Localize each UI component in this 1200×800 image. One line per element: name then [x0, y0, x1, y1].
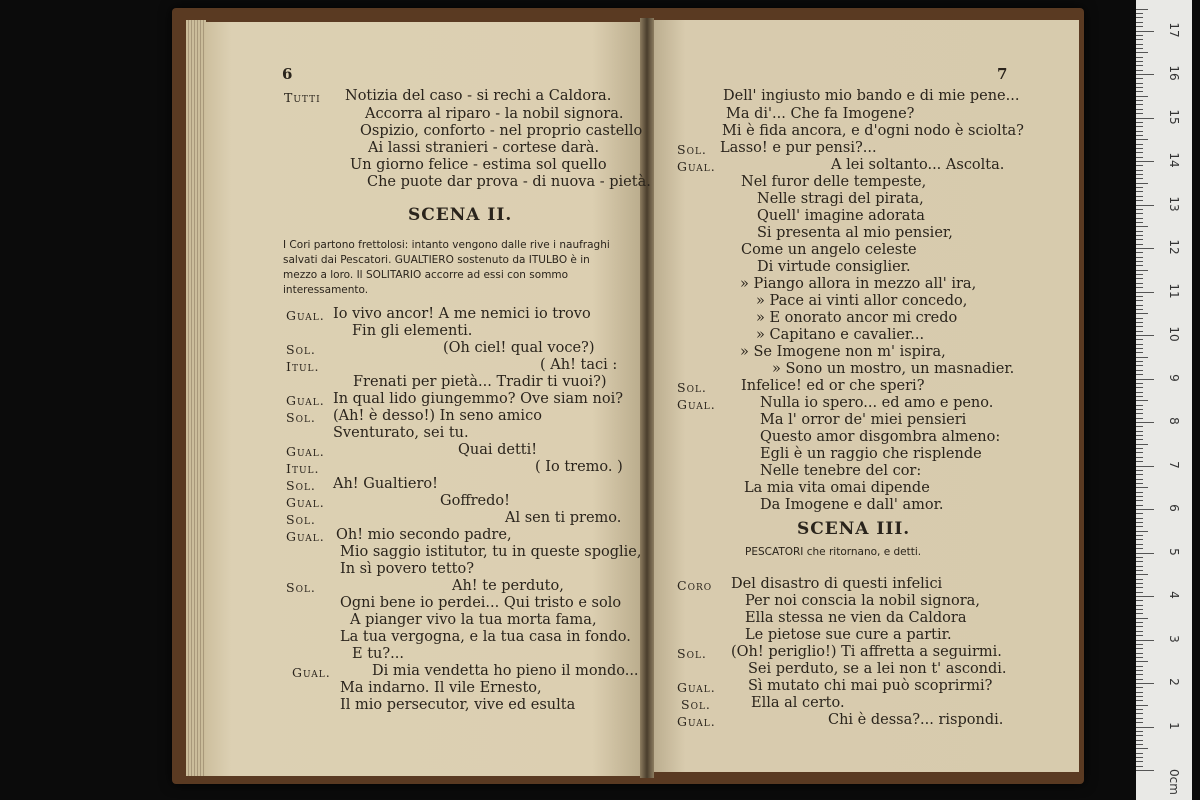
ruler-tick [1136, 644, 1143, 645]
ruler-tick [1136, 374, 1143, 375]
dialogue-line: ( Io tremo. ) [535, 459, 623, 475]
verse-line: Nelle tenebre del cor: [760, 463, 922, 479]
ruler-tick [1136, 300, 1143, 301]
ruler-tick [1136, 70, 1143, 71]
dialogue-line: Le pietose sue cure a partir. [745, 627, 952, 643]
verse-line: » Pace ai vinti allor concedo, [756, 293, 968, 309]
ruler-tick [1136, 78, 1143, 79]
ruler-label: 6 [1167, 504, 1181, 512]
ruler-tick [1136, 318, 1143, 319]
ruler-tick [1136, 687, 1143, 688]
ruler-tick [1136, 713, 1143, 714]
ruler-tick [1136, 561, 1143, 562]
speaker: Sol. [677, 646, 707, 661]
ruler-tick [1136, 439, 1143, 440]
ruler-tick [1136, 48, 1143, 49]
ruler-tick [1136, 113, 1143, 114]
ruler-tick [1136, 139, 1148, 140]
ruler-tick [1136, 731, 1143, 732]
ruler-tick [1136, 357, 1148, 358]
ruler-tick [1136, 170, 1143, 171]
ruler-tick [1136, 444, 1148, 445]
ruler-tick [1136, 487, 1148, 488]
ruler-tick [1136, 148, 1143, 149]
ruler-tick [1136, 109, 1143, 110]
ruler-tick [1136, 666, 1143, 667]
ruler-tick [1136, 122, 1143, 123]
ruler-tick [1136, 209, 1143, 210]
speaker: Tutti [284, 90, 321, 105]
ruler-tick [1136, 344, 1143, 345]
ruler-tick [1136, 231, 1143, 232]
ruler-tick [1136, 339, 1143, 340]
ruler-tick [1136, 183, 1148, 184]
ruler-tick [1136, 39, 1143, 40]
ruler-tick [1136, 722, 1143, 723]
ruler-tick [1136, 426, 1143, 427]
dialogue-line: In sì povero tetto? [340, 561, 474, 577]
ruler-tick [1136, 761, 1143, 762]
ruler-tick [1136, 361, 1143, 362]
ruler-tick [1136, 422, 1154, 423]
verse-line: Ai lassi stranieri - cortese darà. [368, 140, 600, 156]
ruler-tick [1136, 544, 1143, 545]
ruler-tick [1136, 700, 1143, 701]
speaker: Itul. [286, 461, 320, 476]
ruler-tick [1136, 653, 1143, 654]
ruler-tick [1136, 252, 1143, 253]
dialogue-line: Ah! te perduto, [452, 578, 564, 594]
verse-line: Dell' ingiusto mio bando e di mie pene... [723, 88, 1020, 104]
ruler-tick [1136, 492, 1143, 493]
dialogue-line: Quai detti! [458, 442, 538, 458]
ruler-tick [1136, 770, 1154, 771]
ruler-tick [1136, 91, 1143, 92]
ruler-tick [1136, 474, 1143, 475]
verse-line: Egli è un raggio che risplende [760, 446, 982, 462]
speaker: Sol. [681, 697, 711, 712]
speaker: Coro [677, 578, 713, 593]
ruler-label: 15 [1167, 108, 1181, 125]
verse-line: Di virtude consiglier. [757, 259, 911, 275]
ruler-tick [1136, 218, 1143, 219]
ruler-tick [1136, 191, 1143, 192]
verse-line: » Se Imogene non m' ispira, [740, 344, 946, 360]
ruler-label: 12 [1167, 239, 1181, 255]
dialogue-line: Ella stessa ne vien da Caldora [745, 610, 967, 626]
speaker: Gual. [286, 529, 325, 544]
ruler-tick [1136, 187, 1143, 188]
dialogue-line: Mio saggio istitutor, tu in queste spoglie, [340, 544, 642, 560]
ruler-tick [1136, 609, 1143, 610]
ruler-tick [1136, 766, 1143, 767]
ruler-tick [1136, 631, 1143, 632]
ruler-tick [1136, 522, 1143, 523]
ruler-tick [1136, 496, 1143, 497]
ruler-label: 3 [1167, 634, 1181, 643]
dialogue-line: Sventurato, sei tu. [333, 425, 469, 441]
ruler-tick [1136, 470, 1143, 471]
speaker: Sol. [677, 380, 707, 395]
dialogue-line: Ogni bene io perdei... Qui tristo e solo [340, 595, 622, 611]
ruler-tick [1136, 296, 1143, 297]
ruler-tick [1136, 548, 1143, 549]
verse-line: La mia vita omai dipende [744, 480, 930, 496]
stage-direction: I Cori partono frettolosi: intanto vengono dalle rive i naufraghi salvati dai Pescatori. GUALTIERO sostenuto da ITULBO è in mezzo a loro. Il SOLITARIO accorre ad essi con sommo interessamento. [283, 239, 610, 296]
dialogue-line: Chi è dessa?... rispondi. [828, 712, 1004, 728]
ruler-tick [1136, 52, 1148, 53]
verse-line: Questo amor disgombra almeno: [760, 429, 1001, 445]
verse-line: Ma di'... Che fa Imogene? [726, 106, 915, 122]
ruler-tick [1136, 718, 1143, 719]
ruler-tick [1136, 265, 1143, 266]
ruler-tick [1136, 161, 1154, 162]
speaker: Gual. [677, 714, 716, 729]
speaker: Sol. [286, 342, 316, 357]
ruler-tick [1136, 96, 1148, 97]
ruler-tick [1136, 418, 1143, 419]
ruler-tick [1136, 313, 1148, 314]
ruler-label: 14 [1167, 152, 1181, 168]
ruler-tick [1136, 557, 1143, 558]
ruler-label: 2 [1167, 678, 1181, 686]
ruler-tick [1136, 452, 1143, 453]
ruler-tick [1136, 278, 1143, 279]
dialogue-line: A pianger vivo la tua morta fama, [350, 612, 597, 628]
verse-line: Un giorno felice - estima sol quello [350, 157, 607, 173]
ruler-tick [1136, 570, 1143, 571]
ruler-tick [1136, 431, 1143, 432]
dialogue-line: Ah! Gualtiero! [333, 476, 438, 492]
ruler-tick [1136, 744, 1143, 745]
ruler-tick [1136, 618, 1148, 619]
ruler-tick [1136, 309, 1143, 310]
ruler-tick [1136, 165, 1143, 166]
left-page-number: 6 [282, 65, 293, 83]
ruler-tick [1136, 727, 1154, 728]
ruler-tick [1136, 613, 1143, 614]
ruler-tick [1136, 74, 1154, 75]
ruler-tick [1136, 413, 1143, 414]
ruler-tick [1136, 657, 1143, 658]
ruler-tick [1136, 235, 1143, 236]
dialogue-line: Ma indarno. Il vile Ernesto, [340, 680, 542, 696]
ruler-tick [1136, 692, 1143, 693]
ruler-label: 1 [1167, 721, 1181, 730]
ruler-tick [1136, 239, 1143, 240]
ruler-tick [1136, 331, 1143, 332]
speaker: Sol. [677, 142, 707, 157]
verse-line: Ospizio, conforto - nel proprio castello [360, 123, 643, 139]
speaker: Sol. [286, 478, 316, 493]
measuring-ruler [1136, 0, 1192, 800]
ruler-tick [1136, 605, 1143, 606]
ruler-tick [1136, 270, 1148, 271]
verse-line: Da Imogene e dall' amor. [760, 497, 944, 513]
ruler-tick [1136, 674, 1143, 675]
ruler-tick [1136, 596, 1154, 597]
ruler-tick [1136, 448, 1143, 449]
dialogue-line: (Oh ciel! qual voce?) [443, 340, 595, 356]
speaker: Gual. [677, 159, 716, 174]
speaker: Gual. [677, 680, 716, 695]
dialogue-line: Oh! mio secondo padre, [336, 527, 512, 543]
verse-line: Che puote dar prova - di nuova - pietà. [367, 174, 651, 190]
ruler-tick [1136, 392, 1143, 393]
ruler-tick [1136, 126, 1143, 127]
ruler-label: 16 [1167, 65, 1181, 81]
ruler-tick [1136, 635, 1143, 636]
verse-line: » E onorato ancor mi credo [756, 310, 958, 326]
verse-line: Come un angelo celeste [741, 242, 917, 258]
ruler-tick [1136, 248, 1154, 249]
ruler-tick [1136, 335, 1154, 336]
ruler-label: 8 [1167, 417, 1181, 425]
dialogue-line: Fin gli elementi. [352, 323, 473, 339]
ruler-tick [1136, 65, 1143, 66]
dialogue-line: Sì mutato chi mai può scoprirmi? [748, 678, 993, 694]
ruler-tick [1136, 196, 1143, 197]
verse-line: Nulla io spero... ed amo e peno. [760, 395, 994, 411]
verse-line: Accorra al riparo - la nobil signora. [365, 106, 624, 122]
stage-direction: PESCATORI che ritornano, e detti. [745, 546, 922, 558]
speaker: Gual. [286, 308, 325, 323]
ruler-tick [1136, 222, 1143, 223]
ruler-tick [1136, 152, 1143, 153]
ruler-label: 17 [1167, 21, 1181, 38]
right-page-number: 7 [997, 65, 1008, 83]
dialogue-line: Di mia vendetta ho pieno il mondo... [372, 663, 639, 679]
dialogue-line: Il mio persecutor, vive ed esulta [340, 697, 576, 713]
dialogue-line: La tua vergogna, e la tua casa in fondo. [340, 629, 631, 645]
speaker: Gual. [286, 495, 325, 510]
ruler-tick [1136, 679, 1143, 680]
ruler-label: 5 [1167, 547, 1181, 556]
dialogue-line: Ella al certo. [751, 695, 845, 711]
ruler-tick [1136, 370, 1143, 371]
ruler-tick [1136, 553, 1154, 554]
dialogue-line: Del disastro di questi infelici [731, 576, 943, 592]
ruler-tick [1136, 670, 1143, 671]
verse-line: Nel furor delle tempeste, [741, 174, 927, 190]
ruler-tick [1136, 365, 1143, 366]
page-edges [186, 20, 206, 776]
dialogue-line: Per noi conscia la nobil signora, [745, 593, 980, 609]
ruler-tick [1136, 17, 1143, 18]
ruler-tick [1136, 35, 1143, 36]
ruler-tick [1136, 479, 1143, 480]
ruler-tick [1136, 174, 1143, 175]
verse-line: Infelice! ed or che speri? [741, 378, 925, 394]
dialogue-line: In qual lido giungemmo? Ove siam noi? [333, 391, 623, 407]
ruler-tick [1136, 457, 1143, 458]
verse-line: Si presenta al mio pensier, [757, 225, 953, 241]
ruler-tick [1136, 500, 1143, 501]
verse-line: Ma l' orror de' miei pensieri [760, 412, 967, 428]
dialogue-line: (Ah! è desso!) In seno amico [333, 408, 542, 424]
ruler-tick [1136, 622, 1143, 623]
dialogue-line: Goffredo! [440, 493, 510, 509]
ruler-tick [1136, 257, 1143, 258]
ruler-tick [1136, 226, 1148, 227]
ruler-tick [1136, 135, 1143, 136]
ruler-tick [1136, 683, 1154, 684]
ruler-tick [1136, 735, 1143, 736]
ruler-tick [1136, 753, 1143, 754]
ruler-tick [1136, 61, 1143, 62]
ruler-tick [1136, 592, 1143, 593]
ruler-tick [1136, 400, 1148, 401]
ruler-tick [1136, 509, 1154, 510]
ruler-tick [1136, 461, 1143, 462]
ruler-tick [1136, 583, 1143, 584]
verse-line: Quell' imagine adorata [757, 208, 925, 224]
ruler-tick [1136, 531, 1148, 532]
ruler-tick [1136, 757, 1143, 758]
ruler-tick [1136, 144, 1143, 145]
ruler-tick [1136, 31, 1154, 32]
speaker: Gual. [286, 393, 325, 408]
ruler-tick [1136, 348, 1143, 349]
ruler-tick [1136, 57, 1143, 58]
ruler-tick [1136, 200, 1143, 201]
ruler-tick [1136, 748, 1148, 749]
ruler-tick [1136, 213, 1143, 214]
ruler-label: 7 [1167, 460, 1181, 469]
ruler-tick [1136, 513, 1143, 514]
ruler-tick [1136, 435, 1143, 436]
ruler-tick [1136, 178, 1143, 179]
speaker: Gual. [286, 444, 325, 459]
scene-title: SCENA III. [797, 519, 911, 539]
ruler-unit-label: 0cm [1167, 769, 1181, 795]
ruler-tick [1136, 87, 1143, 88]
ruler-tick [1136, 305, 1143, 306]
ruler-tick [1136, 322, 1143, 323]
ruler-tick [1136, 640, 1154, 641]
ruler-tick [1136, 383, 1143, 384]
ruler-tick [1136, 244, 1143, 245]
ruler-tick [1136, 13, 1143, 14]
ruler-tick [1136, 574, 1148, 575]
ruler-tick [1136, 157, 1143, 158]
ruler-tick [1136, 44, 1143, 45]
ruler-tick [1136, 466, 1154, 467]
ruler-tick [1136, 526, 1143, 527]
ruler-tick [1136, 600, 1143, 601]
dialogue-line: (Oh! periglio!) Ti affretta a seguirmi. [731, 644, 1002, 660]
ruler-tick [1136, 261, 1143, 262]
ruler-tick [1136, 352, 1143, 353]
ruler-tick [1136, 535, 1143, 536]
ruler-tick [1136, 274, 1143, 275]
ruler-tick [1136, 587, 1143, 588]
ruler-tick [1136, 539, 1143, 540]
verse-line: Mi è fida ancora, e d'ogni nodo è sciolta? [722, 123, 1024, 139]
ruler-tick [1136, 740, 1143, 741]
verse-line: » Piango allora in mezzo all' ira, [740, 276, 977, 292]
ruler-tick [1136, 100, 1143, 101]
ruler-tick [1136, 626, 1143, 627]
ruler-tick [1136, 409, 1143, 410]
dialogue-line: Io vivo ancor! A me nemici io trovo [333, 306, 591, 322]
speaker: Gual. [292, 665, 331, 680]
ruler-tick [1136, 292, 1154, 293]
ruler-label: 11 [1167, 282, 1181, 299]
dialogue-line: Al sen ti premo. [505, 510, 622, 526]
speaker: Itul. [286, 359, 320, 374]
speaker: Gual. [677, 397, 716, 412]
ruler-tick [1136, 661, 1148, 662]
ruler-label: 9 [1167, 373, 1181, 382]
dialogue-line: Frenati per pietà... Tradir ti vuoi?) [353, 374, 607, 390]
ruler-tick [1136, 131, 1143, 132]
ruler-label: 4 [1167, 591, 1181, 599]
verse-line: Nelle stragi del pirata, [757, 191, 924, 207]
ruler-tick [1136, 705, 1148, 706]
speaker: Sol. [286, 580, 316, 595]
verse-line: » Sono un mostro, un masnadier. [772, 361, 1015, 377]
verse-line: Lasso! e pur pensi?... [720, 140, 877, 156]
ruler-tick [1136, 405, 1143, 406]
scene-title: SCENA II. [408, 205, 513, 225]
verse-line: A lei soltanto... Ascolta. [831, 157, 1005, 173]
ruler-tick [1136, 287, 1143, 288]
ruler-tick [1136, 104, 1143, 105]
ruler-tick [1136, 326, 1143, 327]
ruler-tick [1136, 9, 1148, 10]
ruler-tick [1136, 22, 1143, 23]
speaker: Sol. [286, 410, 316, 425]
ruler-tick [1136, 283, 1143, 284]
ruler-tick [1136, 396, 1143, 397]
speaker: Sol. [286, 512, 316, 527]
dialogue-line: ( Ah! taci : [540, 357, 618, 373]
ruler-tick [1136, 83, 1143, 84]
verse-line: » Capitano e cavalier... [756, 327, 925, 343]
ruler-label: 10 [1167, 326, 1181, 342]
ruler-tick [1136, 379, 1154, 380]
ruler-tick [1136, 696, 1143, 697]
dialogue-line: E tu?... [352, 646, 404, 662]
ruler-tick [1136, 205, 1154, 206]
ruler-tick [1136, 566, 1143, 567]
ruler-tick [1136, 387, 1143, 388]
ruler-tick [1136, 26, 1143, 27]
ruler-label: 13 [1167, 195, 1181, 212]
verse-line: Notizia del caso - si rechi a Caldora. [345, 88, 612, 104]
dialogue-line: Sei perduto, se a lei non t' ascondi. [748, 661, 1007, 677]
ruler-tick [1136, 118, 1154, 119]
ruler-tick [1136, 648, 1143, 649]
ruler-tick [1136, 483, 1143, 484]
ruler-tick [1136, 709, 1143, 710]
ruler-tick [1136, 579, 1143, 580]
ruler-tick [1136, 505, 1143, 506]
ruler-tick [1136, 518, 1143, 519]
